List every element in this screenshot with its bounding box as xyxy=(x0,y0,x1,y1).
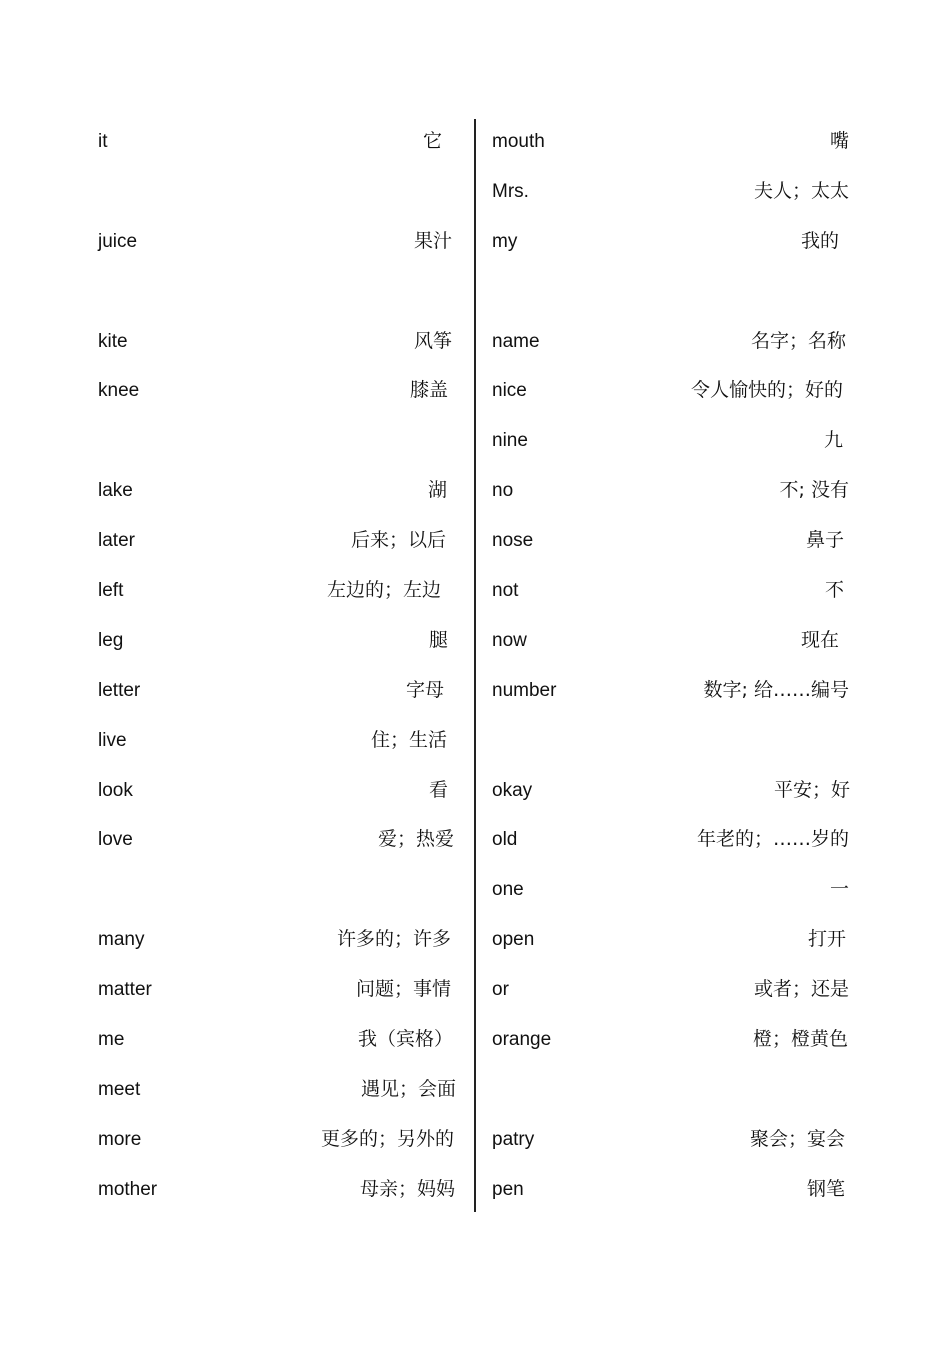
chinese-meaning: 鼻子 xyxy=(805,529,844,552)
vocab-row xyxy=(98,467,456,517)
chinese-meaning: 风筝 xyxy=(413,329,452,352)
english-word: juice xyxy=(98,230,138,252)
vocab-row xyxy=(492,717,850,767)
english-word: left xyxy=(98,580,124,602)
vocab-row xyxy=(492,1066,850,1116)
vocab-row xyxy=(492,617,850,667)
english-word: lake xyxy=(98,480,133,502)
chinese-meaning: 夫人；太太 xyxy=(753,179,849,202)
chinese-meaning: 打开 xyxy=(807,928,846,951)
chinese-meaning: 聚会；宴会 xyxy=(749,1127,845,1150)
english-word: Mrs. xyxy=(492,180,529,202)
chinese-meaning: 我的 xyxy=(800,229,839,252)
vocab-row xyxy=(98,318,456,368)
english-word: meet xyxy=(98,1078,141,1100)
english-word: orange xyxy=(492,1029,552,1051)
vocab-row xyxy=(98,916,456,966)
chinese-meaning: 我（宾格） xyxy=(357,1028,453,1051)
chinese-meaning: 现在 xyxy=(800,628,839,651)
chinese-meaning: 不; 没有 xyxy=(779,479,849,502)
english-word: now xyxy=(492,629,527,651)
vocab-row xyxy=(98,417,456,467)
english-word: name xyxy=(492,330,540,352)
vocab-row xyxy=(98,367,456,417)
chinese-meaning: 年老的；……岁的 xyxy=(696,828,849,851)
english-word: my xyxy=(492,230,518,252)
english-word: many xyxy=(98,929,145,951)
english-word: nice xyxy=(492,380,527,402)
vocab-row xyxy=(492,168,850,218)
chinese-meaning: 钢笔 xyxy=(806,1177,845,1200)
vocab-row xyxy=(492,916,850,966)
vocab-row xyxy=(492,417,850,467)
chinese-meaning: 母亲；妈妈 xyxy=(359,1177,455,1200)
vocab-row xyxy=(98,1116,456,1166)
vocab-row xyxy=(98,866,456,916)
vocab-row xyxy=(98,667,456,717)
english-word: pen xyxy=(492,1178,524,1200)
chinese-meaning: 嘴 xyxy=(829,130,849,152)
chinese-meaning: 看 xyxy=(428,778,448,801)
chinese-meaning: 问题；事情 xyxy=(355,978,451,1001)
vocab-row xyxy=(98,118,456,168)
english-word: one xyxy=(492,879,524,901)
chinese-meaning: 膝盖 xyxy=(409,379,448,402)
vocab-row xyxy=(98,168,456,218)
vocab-row xyxy=(492,667,850,717)
vocab-row xyxy=(98,717,456,767)
chinese-meaning: 橙；橙黄色 xyxy=(752,1028,848,1051)
vocab-row xyxy=(492,1016,850,1066)
chinese-meaning: 更多的；另外的 xyxy=(320,1127,454,1150)
chinese-meaning: 左边的；左边 xyxy=(326,579,441,602)
chinese-meaning: 或者；还是 xyxy=(753,978,849,1001)
vocab-row xyxy=(492,816,850,866)
english-word: patry xyxy=(492,1128,535,1150)
english-word: old xyxy=(492,829,518,851)
english-word: live xyxy=(98,729,127,751)
vocab-row xyxy=(492,367,850,417)
vocab-row xyxy=(98,218,456,268)
vocab-row xyxy=(492,567,850,617)
chinese-meaning: 一 xyxy=(829,878,849,901)
english-word: nose xyxy=(492,530,534,552)
vocab-row xyxy=(492,866,850,916)
vocab-row xyxy=(98,268,456,318)
english-word: love xyxy=(98,829,133,851)
vocab-row xyxy=(492,1116,850,1166)
chinese-meaning: 果汁 xyxy=(413,229,452,252)
vocab-row xyxy=(98,1066,456,1116)
chinese-meaning: 数字; 给……编号 xyxy=(703,678,849,701)
vocab-row xyxy=(98,617,456,667)
chinese-meaning: 爱；热爱 xyxy=(377,828,454,851)
english-word: leg xyxy=(98,629,124,651)
vocab-row xyxy=(492,118,850,168)
vocab-row xyxy=(492,218,850,268)
vocab-row xyxy=(492,517,850,567)
chinese-meaning: 不 xyxy=(824,579,844,602)
english-word: mouth xyxy=(492,131,545,152)
english-word: matter xyxy=(98,979,152,1001)
vocab-row xyxy=(98,1166,456,1216)
chinese-meaning: 住；生活 xyxy=(370,728,447,751)
english-word: me xyxy=(98,1029,125,1051)
vocab-row xyxy=(98,517,456,567)
chinese-meaning: 湖 xyxy=(427,479,447,502)
vocab-row xyxy=(98,816,456,866)
vocab-row xyxy=(492,966,850,1016)
column-divider xyxy=(474,119,476,1212)
english-word: letter xyxy=(98,679,141,701)
vocab-row xyxy=(98,567,456,617)
chinese-meaning: 它 xyxy=(422,130,442,152)
chinese-meaning: 腿 xyxy=(428,628,448,651)
vocab-row xyxy=(98,767,456,817)
english-word: look xyxy=(98,779,133,801)
chinese-meaning: 九 xyxy=(823,429,843,452)
english-word: no xyxy=(492,480,514,502)
english-word: more xyxy=(98,1128,142,1150)
english-word: kite xyxy=(98,330,128,352)
vocab-row xyxy=(492,318,850,368)
chinese-meaning: 平安；好 xyxy=(773,778,850,801)
chinese-meaning: 许多的；许多 xyxy=(336,928,451,951)
vocab-row xyxy=(492,268,850,318)
english-word: knee xyxy=(98,380,140,402)
english-word: nine xyxy=(492,430,528,452)
right-column xyxy=(492,118,850,1216)
english-word: later xyxy=(98,530,135,552)
chinese-meaning: 名字；名称 xyxy=(750,329,846,352)
vocab-row xyxy=(492,467,850,517)
vocab-row xyxy=(98,1016,456,1066)
english-word: or xyxy=(492,979,509,1001)
english-word: it xyxy=(98,131,108,152)
vocab-row xyxy=(492,767,850,817)
chinese-meaning: 令人愉快的；好的 xyxy=(690,379,843,402)
english-word: mother xyxy=(98,1178,158,1200)
english-word: open xyxy=(492,929,535,951)
english-word: okay xyxy=(492,779,533,801)
english-word: number xyxy=(492,679,557,701)
chinese-meaning: 后来；以后 xyxy=(350,529,446,552)
chinese-meaning: 字母 xyxy=(405,678,444,701)
english-word: not xyxy=(492,580,519,602)
vocab-row xyxy=(492,1166,850,1216)
chinese-meaning: 遇见；会面 xyxy=(360,1077,456,1100)
left-column xyxy=(98,118,456,1216)
vocab-row xyxy=(98,966,456,1016)
